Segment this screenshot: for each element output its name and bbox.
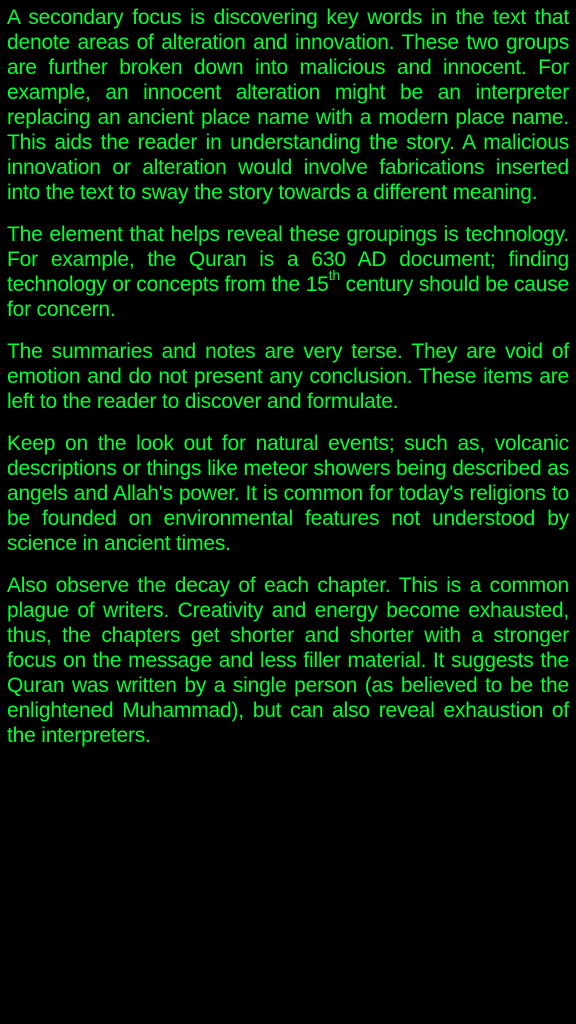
- paragraph-technology: [7, 222, 569, 322]
- paragraph-natural-events: Keep on the look out for natural events; such as, volcanic descriptions or things like meteor showers being described as angels and Allah's power. It is common for today's religions to be founded on environmental features not understood by science in ancient times.: [7, 432, 569, 555]
- paragraph-chapter-decay: Also observe the decay of each chapter. This is a common plague of writers. Creativity and energy become exhausted, thus, the chapters get shorter and shorter with a stronger focus on the message and less filler material. It suggests the Quran was written by a single person (as believed to be the enlightened Muhammad), but can also reveal exhaustion of the interpreters.: [7, 574, 569, 747]
- superscript-ordinal: th: [328, 267, 340, 283]
- paragraph-technology-text: The element that helps reveal these groupings is technology. For example, the Quran is a 630 AD document; finding technology or concepts from the 15: [7, 223, 569, 296]
- paragraph-technology-text-end: century should be cause for concern.: [7, 273, 569, 321]
- paragraph-key-words: A secondary focus is discovering key words in the text that denote areas of alteration and innovation. These two groups are further broken down into malicious and innocent. For example, an innocent alteration might be an interpreter replacing an ancient place name with a modern place name. This aids the reader in understanding the story. A malicious innovation or alteration would involve fabrications inserted into the text to sway the story towards a different meaning.: [7, 6, 569, 204]
- paragraph-summaries: The summaries and notes are very terse. They are void of emotion and do not present any conclusion. These items are left to the reader to discover and formulate.: [7, 340, 569, 413]
